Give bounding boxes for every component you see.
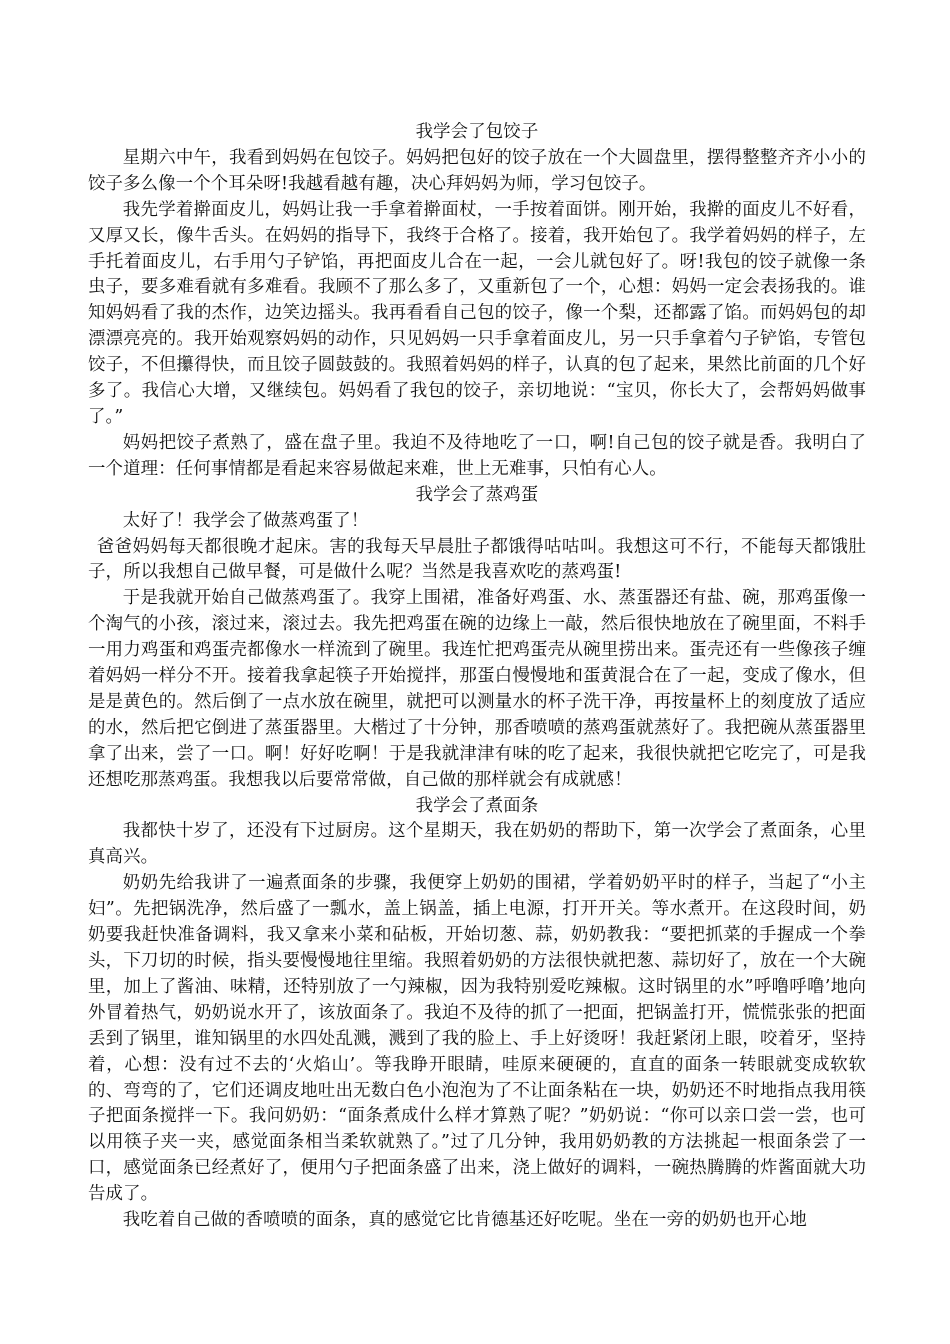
document-page bbox=[88, 120, 866, 1234]
paragraph: 于是我就开始自己做蒸鸡蛋了。我穿上围裙，准备好鸡蛋、水、蒸蛋器还有盐、碗，那鸡蛋像一个淘气的小孩，滚过来，滚过去。我先把鸡蛋在碗的边缘上一敲，然后很快地放在了碗里面，不料手一用力鸡蛋和鸡蛋壳都像水一样流到了碗里。我连忙把鸡蛋壳从碗里捞出来。蛋壳还有一些像孩子缠着妈妈一样分不开。接着我拿起筷子开始搅拌，那蛋白慢慢地和蛋黄混合在了一起，变成了像水，但是是黄色的。然后倒了一点水放在碗里，就把可以测量水的杯子洗干净，再按量杯上的刻度放了适应的水，然后把它倒进了蒸蛋器里。大楷过了十分钟，那香喷喷的蒸鸡蛋就蒸好了。我把碗从蒸蛋器里拿了出来，尝了一口。啊！好好吃啊！于是我就津津有味的吃了起来，我很快就把它吃完了，可是我还想吃那蒸鸡蛋。我想我以后要常常做，自己做的那样就会有成就感！ bbox=[88, 588, 866, 790]
section-title: 我学会了蒸鸡蛋 bbox=[415, 484, 539, 505]
paragraph: 我都快十岁了，还没有下过厨房。这个星期天，我在奶奶的帮助下，第一次学会了煮面条，心里真高兴。 bbox=[88, 821, 866, 868]
paragraph: 奶奶先给我讲了一遍煮面条的步骤，我便穿上奶奶的围裙，学着奶奶平时的样子，当起了“小主妇”。先把锅洗净，然后盛了一瓢水，盖上锅盖，插上电源，打开开关。等水煮开。在这段时间，奶奶要我赶快准备调料，我又拿来小菜和砧板，开始切葱、蒜，奶奶教我：“要把抓菜的手握成一个拳头，下刀切的时候，指头要慢慢地往里缩。我照着奶奶的方法很快就把葱、蒜切好了，放在一个大碗里，加上了酱油、味精，还特别放了一勺辣椒，因为我特别爱吃辣椒。这时锅里的水”呼噜呼噜’地向外冒着热气，奶奶说水开了，该放面条了。我迫不及待的抓了一把面，把锅盖打开，慌慌张张的把面丢到了锅里，谁知锅里的水四处乱溅，溅到了我的脸上、手上好烫呀！我赶紧闭上眼，咬着牙，坚持着，心想：没有过不去的‘火焰山’。等我睁开眼睛，哇原来硬硬的，直直的面条一转眼就变成软软的、弯弯的了，它们还调皮地吐出无数白色小泡泡为了不让面条粘在一块，奶奶还不时地指点我用筷子把面条搅拌一下。我问奶奶：“面条煮成什么样才算熟了呢？”奶奶说：“你可以亲口尝一尝，也可以用筷子夹一夹，感觉面条相当柔软就熟了。”过了几分钟，我用奶奶教的方法挑起一根面条尝了一口，感觉面条已经煮好了，便用勺子把面条盛了出来，浇上做好的调料，一碗热腾腾的炸酱面就大功告成了。 bbox=[88, 873, 866, 1205]
paragraph: 星期六中午，我看到妈妈在包饺子。妈妈把包好的饺子放在一个大圆盘里，摆得整整齐齐小小的饺子多么像一个个耳朵呀!我越看越有趣，决心拜妈妈为师，学习包饺子。 bbox=[88, 147, 866, 194]
paragraph: 太好了！我学会了做蒸鸡蛋了！ bbox=[122, 510, 369, 531]
section-dumplings bbox=[88, 120, 866, 483]
section-title: 我学会了包饺子 bbox=[415, 122, 539, 142]
paragraph: 我先学着擀面皮儿，妈妈让我一手拿着擀面杖，一手按着面饼。刚开始，我擀的面皮儿不好看，又厚又长，像牛舌头。在妈妈的指导下，我终于合格了。接着，我开始包了。我学着妈妈的样子，左手托着面皮儿，右手用勺子铲馅，再把面皮儿合在一起，一会儿就包好了。呀!我包的饺子就像一条虫子，要多难看就有多难看。我顾不了那么多了，又重新包了一个，心想：妈妈一定会表扬我的。谁知妈妈看了我的杰作，边笑边摇头。我再看看自己包的饺子，像一个梨，还都露了馅。而妈妈包的却漂漂亮亮的。我开始观察妈妈的动作，只见妈妈一只手拿着面皮儿，另一只手拿着勺子铲馅，专管包饺子，不但攥得快，而且饺子圆鼓鼓的。我照着妈妈的样子，认真的包了起来，果然比前面的几个好多了。我信心大增，又继续包。妈妈看了我包的饺子，亲切地说：“宝贝，你长大了，会帮妈妈做事了。” bbox=[88, 199, 866, 427]
section-title: 我学会了煮面条 bbox=[415, 795, 539, 816]
section-steamed-egg bbox=[88, 483, 866, 794]
paragraph: 妈妈把饺子煮熟了，盛在盘子里。我迫不及待地吃了一口，啊!自己包的饺子就是香。我明白了一个道理：任何事情都是看起来容易做起来难，世上无难事，只怕有心人。 bbox=[88, 432, 866, 479]
paragraph: 爸爸妈妈每天都很晚才起床。害的我每天早晨肚子都饿得咕咕叫。我想这可不行，不能每天都饿肚子，所以我想自己做早餐，可是做什么呢？当然是我喜欢吃的蒸鸡蛋! bbox=[88, 536, 866, 583]
paragraph: 我吃着自己做的香喷喷的面条，真的感觉它比肯德基还好吃呢。坐在一旁的奶奶也开心地 bbox=[122, 1210, 807, 1231]
section-noodles bbox=[88, 794, 866, 1234]
